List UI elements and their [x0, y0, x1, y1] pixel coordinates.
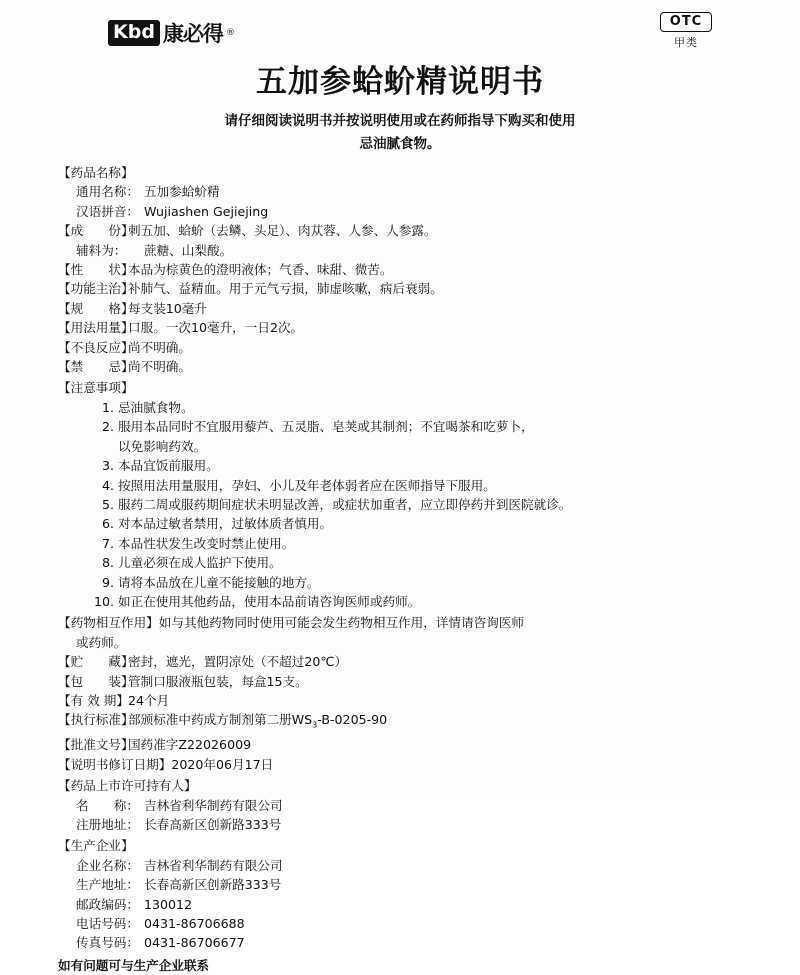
mah-address-label: 注册地址：: [76, 816, 139, 832]
fax-value: 0431-86706677: [144, 935, 245, 951]
package-row: [58, 672, 750, 691]
generic-name-row: [58, 182, 750, 201]
mah-label: 【药品上市许可持有人】: [58, 778, 197, 794]
list-item-number: 1.: [101, 399, 114, 415]
list-item-text: 本品宜饭前服用。: [118, 458, 219, 474]
drug-name-section-title: [58, 163, 750, 182]
ingredients-label: 【成 份】: [58, 223, 134, 239]
property-row: [58, 260, 750, 279]
brand-logo: [108, 18, 235, 48]
logo-mark: Kbd: [108, 20, 160, 46]
notice-section-title: [58, 378, 750, 397]
otc-badge: [660, 12, 712, 50]
mah-address-row: [58, 815, 750, 834]
adverse-reaction-row: [58, 338, 750, 357]
list-item-text: 服药二周或服药期间症状未明显改善，或症状加重者，应立即停药并到医院就诊。: [118, 496, 572, 512]
list-item-text: 请将本品放在儿童不能接触的地方。: [118, 574, 320, 590]
list-item-number: 9.: [101, 574, 114, 590]
package-value: 管制口服液瓶包装，每盒15支。: [128, 673, 308, 689]
validity-label: 【有 效 期】: [58, 692, 129, 708]
validity-value: 24个月: [128, 692, 170, 708]
usage-value: 口服。一次10毫升，一日2次。: [128, 320, 304, 336]
list-item-text: 儿童必须在成人监护下使用。: [118, 555, 282, 571]
footer-contact-note: 如有问题可与生产企业联系: [58, 957, 210, 973]
usage-label: 【用法用量】: [58, 320, 134, 336]
list-item-number: 10.: [93, 593, 114, 609]
manufacturer-address-row: [58, 875, 750, 894]
list-item: [88, 476, 750, 495]
approval-label: 【批准文号】: [58, 737, 134, 753]
drug-name-label: 【药品名称】: [58, 165, 134, 180]
pinyin-label: 汉语拼音：: [76, 203, 139, 219]
fax-label: 传真号码：: [76, 935, 139, 951]
list-item-number: 8.: [101, 555, 114, 571]
otc-label: OTC: [660, 12, 712, 32]
list-item: [88, 417, 750, 436]
approval-value: 国药准字Z22026009: [128, 737, 252, 753]
revision-date-row: [58, 755, 750, 774]
ingredients-row: [58, 221, 750, 240]
standard-label: 【执行标准】: [58, 712, 134, 728]
property-label: 【性 状】: [58, 262, 134, 278]
mah-name-value: 吉林省利华制药有限公司: [144, 797, 283, 813]
list-item: [88, 456, 750, 475]
subtitle-line-2: 忌油腻食物。: [359, 136, 441, 152]
standard-value-pre: 部颁标准中药成方制剂第二册WS: [128, 712, 313, 728]
manufacturer-section-title: [58, 836, 750, 855]
manufacturer-name-value: 吉林省利华制药有限公司: [144, 857, 283, 873]
list-item: [88, 495, 750, 514]
generic-name-value: 五加参蛤蚧精: [144, 184, 220, 200]
list-item: [88, 573, 750, 592]
pinyin-value: Wujiashen Gejiejing: [144, 203, 269, 219]
zip-label: 邮政编码：: [76, 896, 139, 912]
adverse-reaction-value: 尚不明确。: [128, 339, 191, 355]
standard-row: [58, 710, 750, 735]
manufacturer-name-label: 企业名称：: [76, 857, 139, 873]
mah-name-label: 名 称：: [76, 797, 139, 813]
notice-label: 【注意事项】: [58, 380, 134, 396]
storage-label: 【贮 藏】: [58, 654, 134, 670]
property-value: 本品为棕黄色的澄明液体；气香、味甜、微苦。: [128, 262, 393, 278]
list-item: [88, 534, 750, 553]
standard-value-post: -B-0205-90: [317, 712, 388, 728]
adverse-reaction-label: 【不良反应】: [58, 339, 134, 355]
list-item-text: 按照用法用量服用，孕妇、小儿及年老体弱者应在医师指导下服用。: [118, 477, 496, 493]
excipients-row: [58, 241, 750, 260]
zip-row: [58, 895, 750, 914]
indication-value: 补肺气、益精血。用于元气亏损，肺虚咳嗽，病后衰弱。: [128, 281, 443, 297]
generic-name-label: 通用名称：: [76, 184, 139, 200]
ingredients-value: 刺五加、蛤蚧（去鳞、头足）、肉苁蓉、人参、人参露。: [128, 223, 437, 239]
indication-label: 【功能主治】: [58, 281, 134, 297]
specification-row: [58, 299, 750, 318]
storage-row: [58, 652, 750, 671]
list-item-number: 2.: [101, 419, 114, 435]
standard-value-subscript: 3: [312, 720, 318, 730]
standard-value: [128, 710, 750, 735]
usage-row: [58, 318, 750, 337]
list-item-number: 7.: [101, 535, 114, 551]
contraindication-row: [58, 357, 750, 376]
manufacturer-address-label: 生产地址：: [76, 877, 139, 893]
telephone-value: 0431-86706688: [144, 915, 245, 931]
approval-row: [58, 735, 750, 754]
telephone-row: [58, 914, 750, 933]
registered-trademark-icon: ®: [225, 28, 235, 38]
list-item-number: 6.: [101, 516, 114, 532]
header: [46, 10, 754, 54]
list-item-text: 服用本品同时不宜服用藜芦、五灵脂、皂荚或其制剂；不宜喝茶和吃萝卜，: [118, 419, 534, 435]
insert-body: [46, 163, 754, 975]
storage-value: 密封，遮光，置阴凉处（不超过20℃）: [128, 654, 348, 670]
manufacturer-name-row: [58, 856, 750, 875]
mah-name-row: [58, 796, 750, 815]
list-item-text: 本品性状发生改变时禁止使用。: [118, 535, 295, 551]
specification-value: 每支装10毫升: [128, 300, 207, 316]
pinyin-row: [58, 202, 750, 221]
specification-label: 【规 格】: [58, 300, 134, 316]
interaction-value: 如与其他药物同时使用可能会发生药物相互作用，详情请咨询医师: [158, 615, 524, 631]
subtitle-line-1: 请仔细阅读说明书并按说明使用或在药师指导下购买和使用: [224, 113, 576, 129]
mah-section-title: [58, 776, 750, 795]
contraindication-value: 尚不明确。: [128, 359, 191, 375]
interaction-row: [58, 613, 750, 632]
contraindication-label: 【禁 忌】: [58, 359, 134, 375]
revision-date-value: 2020年06月17日: [171, 756, 274, 772]
interaction-label: 【药物相互作用】: [58, 615, 159, 631]
zip-value: 130012: [144, 896, 193, 912]
list-item-number: 3.: [101, 458, 114, 474]
validity-row: [58, 691, 750, 710]
manufacturer-label: 【生产企业】: [58, 838, 134, 854]
excipients-value: 蔗糖、山梨酸。: [144, 242, 233, 258]
list-item: [88, 514, 750, 533]
manufacturer-address-value: 长春高新区创新路333号: [144, 877, 282, 893]
page-title: 五加参蛤蚧精说明书: [256, 64, 544, 100]
list-item-text: 如正在使用其他药品，使用本品前请咨询医师或药师。: [118, 593, 421, 609]
list-item-text: 对本品过敏者禁用，过敏体质者慎用。: [118, 516, 333, 532]
notice-list: [58, 398, 750, 611]
list-item: [88, 398, 750, 417]
fax-row: [58, 933, 750, 952]
excipients-label: 辅料为：: [76, 242, 127, 258]
list-item-number: 4.: [101, 477, 114, 493]
otc-class-label: 甲类: [674, 36, 698, 49]
logo-chinese-name: 康必得: [162, 22, 223, 46]
list-item: [88, 553, 750, 572]
telephone-label: 电话号码：: [76, 915, 139, 931]
interaction-continuation: 或药师。: [76, 634, 127, 650]
list-item-number: 5.: [101, 496, 114, 512]
package-label: 【包 装】: [58, 673, 134, 689]
mah-address-value: 长春高新区创新路333号: [144, 816, 282, 832]
list-item-continuation: 以免影响药效。: [118, 438, 207, 454]
list-item: [88, 592, 750, 611]
list-item-text: 忌油腻食物。: [118, 399, 194, 415]
indication-row: [58, 279, 750, 298]
revision-date-label: 【说明书修订日期】: [58, 756, 172, 772]
